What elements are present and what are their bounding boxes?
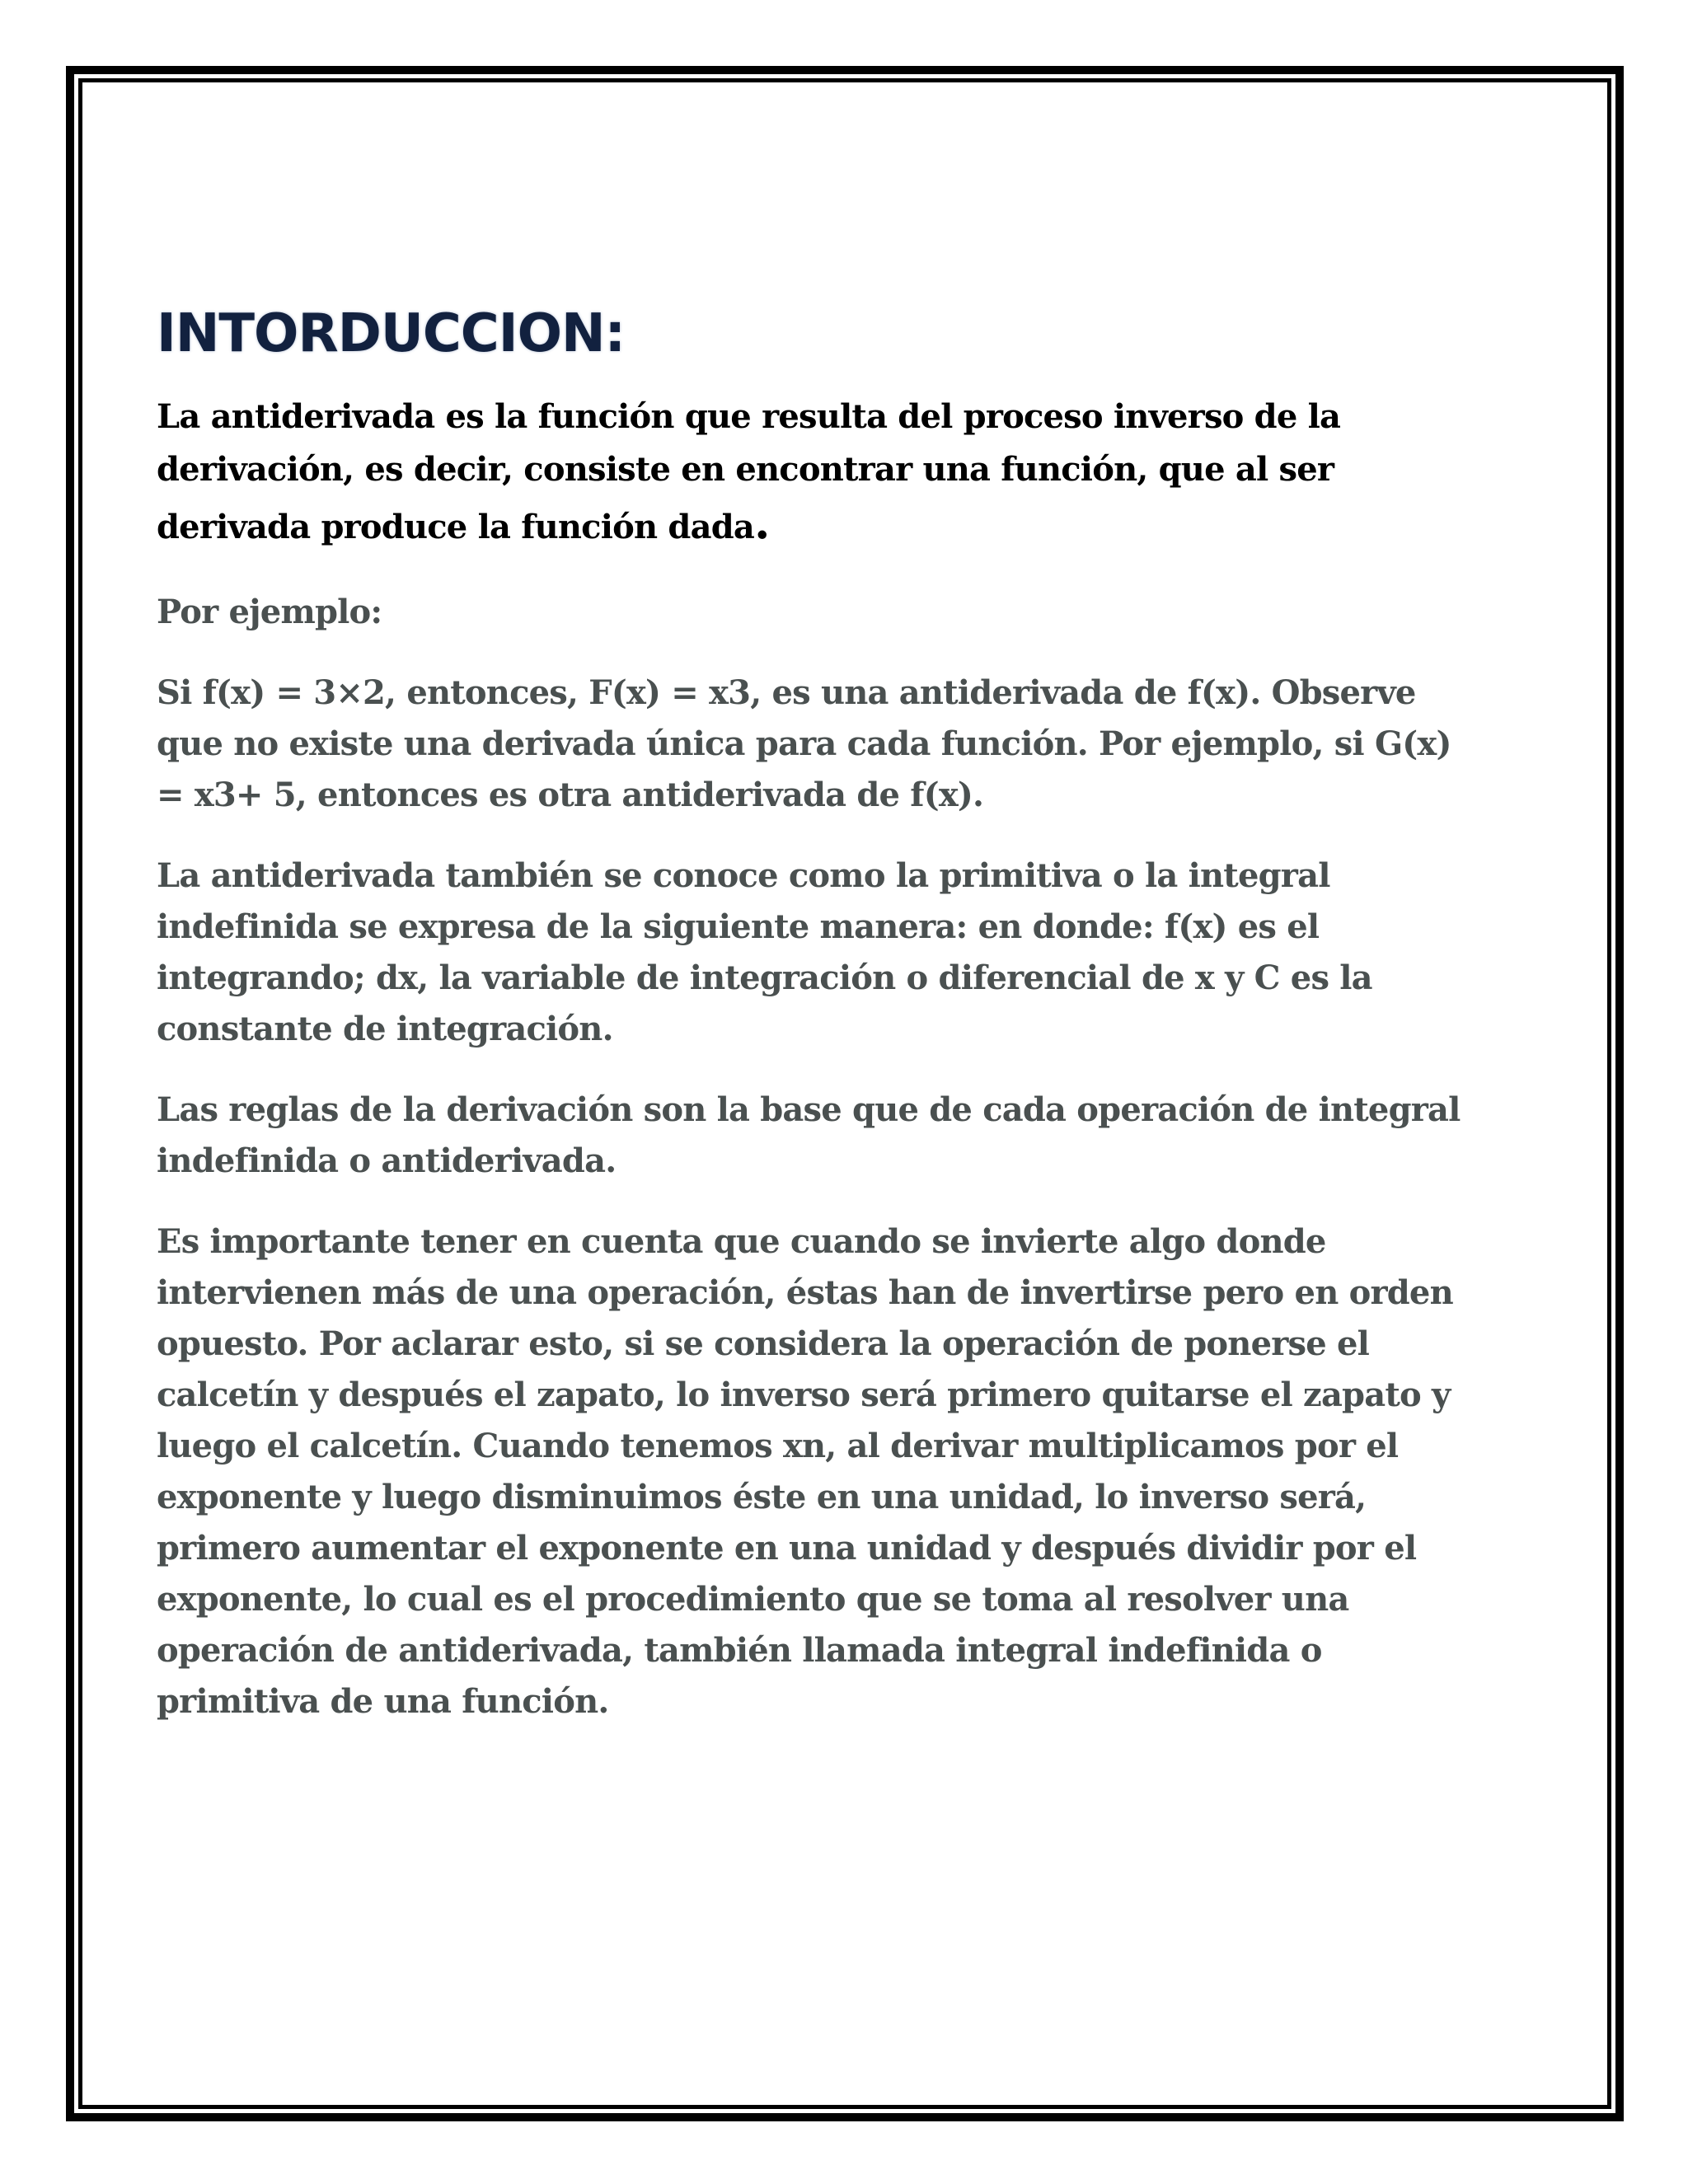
example-label: Por ejemplo: bbox=[157, 593, 382, 632]
primitive-paragraph: La antiderivada también se conoce como la primitiva o la integral indefinida se expresa de la siguiente manera: en donde: f(x) es el integrando; dx, la variable de integración o diferencial de x y C es la constante de integración. bbox=[157, 856, 1372, 1049]
page-title: INTORDUCCION: bbox=[157, 303, 626, 364]
intro-paragraph bbox=[157, 391, 1475, 554]
intro-period: . bbox=[754, 495, 770, 551]
example-paragraph: Si f(x) = 3×2, entonces, F(x) = x3, es una antiderivada de f(x). Observe que no existe una derivada única para cada función. Por ejemplo, si G(x) = x3+ 5, entonces es otra antiderivada de f(x). bbox=[157, 673, 1451, 815]
inverse-operation-paragraph: Es importante tener en cuenta que cuando se invierte algo donde intervienen más de una operación, éstas han de invertirse pero en orden opuesto. Por aclarar esto, si se considera la operación de ponerse el calcetín y después el zapato, lo inverso será primero quitarse el zapato y luego el calcetín. Cuando tenemos xn, al derivar multiplicamos por el exponente y luego disminuimos éste en una unidad, lo inverso será, primero aumentar el exponente en una unidad y después dividir por el exponente, lo cual es el procedimiento que se toma al resolver una operación de antiderivada, también llamada integral indefinida o primitiva de una función. bbox=[157, 1222, 1453, 1722]
rules-paragraph: Las reglas de la derivación son la base que de cada operación de integral indefinida o antiderivada. bbox=[157, 1090, 1461, 1181]
intro-text: La antiderivada es la función que resulta del proceso inverso de la derivación, es decir, consiste en encontrar una función, que al ser derivada produce la función dada bbox=[157, 397, 1341, 547]
document-body bbox=[157, 305, 1475, 1757]
